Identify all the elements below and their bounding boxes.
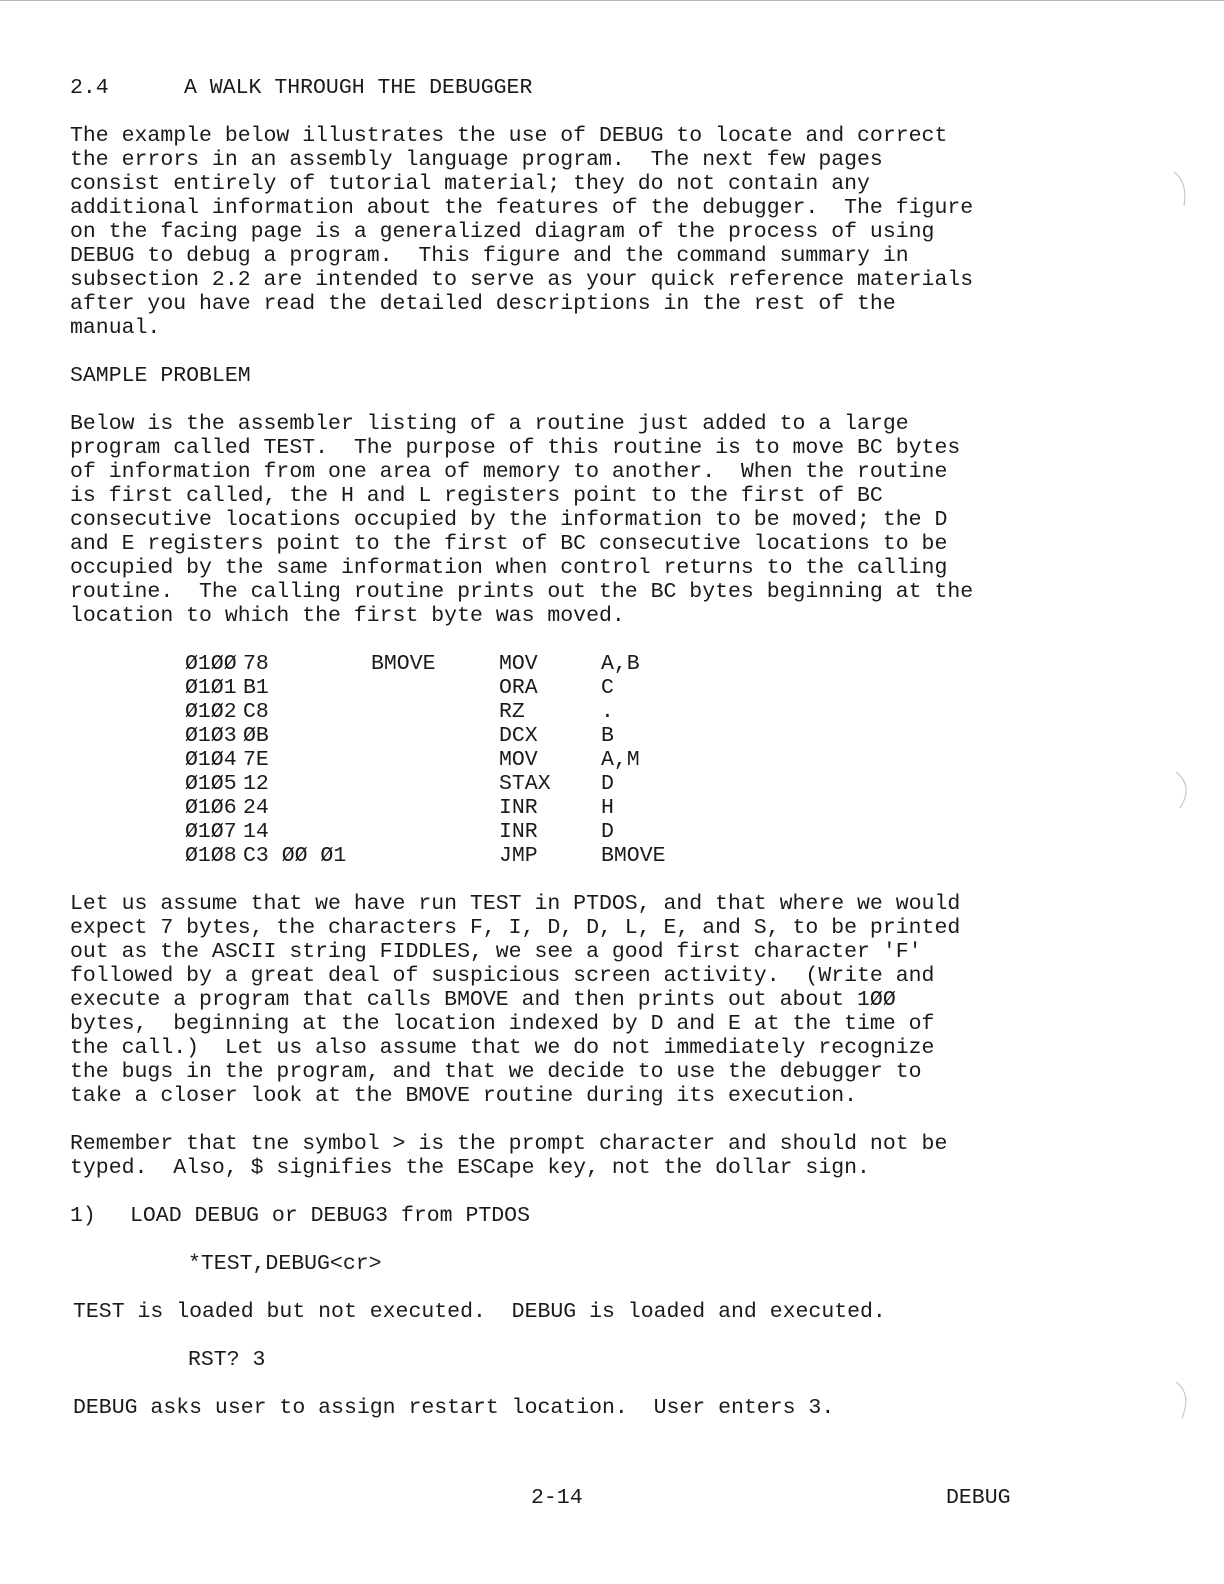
problem-line: program called TEST. The purpose of this routine is to move BC bytes — [70, 436, 961, 460]
step-text: LOAD DEBUG or DEBUG3 from PTDOS — [130, 1204, 530, 1228]
listing-opcode: ORA — [499, 676, 538, 700]
listing-code: 14 — [243, 820, 269, 844]
listing-opcode: INR — [499, 820, 538, 844]
listing-code: 24 — [243, 796, 269, 820]
scan-artifact-mark — [1170, 168, 1196, 212]
problem-line: consecutive locations occupied by the information to be moved; the D — [70, 508, 948, 532]
assume-line: bytes, beginning at the location indexed by D and E at the time of — [70, 1012, 935, 1036]
intro-line: after you have read the detailed descriptions in the rest of the — [70, 292, 896, 316]
listing-operand: C — [601, 676, 614, 700]
problem-line: of information from one area of memory to another. When the routine — [70, 460, 948, 484]
load-note: TEST is loaded but not executed. DEBUG is loaded and executed. — [73, 1300, 886, 1324]
problem-line: routine. The calling routine prints out the BC bytes beginning at the — [70, 580, 974, 604]
listing-label — [371, 820, 499, 844]
listing-row — [185, 820, 1090, 844]
intro-line: additional information about the features of the debugger. The figure — [70, 196, 974, 220]
listing-opcode: JMP — [499, 844, 538, 868]
listing-row — [185, 676, 1090, 700]
intro-line: manual. — [70, 316, 161, 340]
listing-code: ØB — [243, 724, 269, 748]
section-number: 2.4 — [70, 76, 109, 100]
scan-artifact-mark — [1172, 768, 1198, 812]
document-page — [70, 76, 1090, 1444]
listing-opcode: MOV — [499, 652, 538, 676]
problem-line: location to which the first byte was moved. — [70, 604, 625, 628]
listing-operand: BMOVE — [601, 844, 666, 868]
problem-line: occupied by the same information when control returns to the calling — [70, 556, 948, 580]
listing-code: 12 — [243, 772, 269, 796]
listing-code: 78 — [243, 652, 269, 676]
step-1 — [70, 1204, 1090, 1228]
remember-line: typed. Also, $ signifies the ESCape key, not the dollar sign. — [70, 1156, 870, 1180]
problem-paragraph — [70, 412, 1090, 628]
listing-address: Ø1Ø7 — [185, 820, 237, 844]
listing-operand: A,B — [601, 652, 640, 676]
listing-operand: D — [601, 772, 614, 796]
top-border — [0, 0, 1224, 1]
listing-code: B1 — [243, 676, 269, 700]
assembler-listing — [185, 652, 1090, 868]
listing-address: Ø1Ø2 — [185, 700, 237, 724]
sample-problem-heading: SAMPLE PROBLEM — [70, 364, 251, 388]
problem-line: Below is the assembler listing of a routine just added to a large — [70, 412, 909, 436]
step-index: 1) — [70, 1204, 96, 1228]
listing-address: Ø1Ø1 — [185, 676, 237, 700]
assume-line: the call.) Let us also assume that we do not immediately recognize — [70, 1036, 935, 1060]
assume-line: Let us assume that we have run TEST in PTDOS, and that where we would — [70, 892, 961, 916]
listing-operand: A,M — [601, 748, 640, 772]
listing-row — [185, 652, 1090, 676]
listing-opcode: RZ — [499, 700, 525, 724]
listing-opcode: STAX — [499, 772, 551, 796]
listing-row — [185, 796, 1090, 820]
section-heading — [70, 76, 1090, 100]
intro-line: The example below illustrates the use of DEBUG to locate and correct — [70, 124, 948, 148]
listing-address: Ø1Ø6 — [185, 796, 237, 820]
listing-label — [371, 724, 499, 748]
listing-label — [371, 700, 499, 724]
listing-opcode: DCX — [499, 724, 538, 748]
listing-address: Ø1Ø4 — [185, 748, 237, 772]
listing-address: Ø1Ø5 — [185, 772, 237, 796]
problem-line: and E registers point to the first of BC consecutive locations to be — [70, 532, 948, 556]
listing-row — [185, 772, 1090, 796]
listing-row — [185, 700, 1090, 724]
listing-operand: H — [601, 796, 614, 820]
listing-operand: B — [601, 724, 614, 748]
page-number: 2-14 — [531, 1486, 583, 1510]
listing-address: Ø1Ø3 — [185, 724, 237, 748]
remember-paragraph — [70, 1132, 1090, 1180]
listing-row — [185, 724, 1090, 748]
assume-line: followed by a great deal of suspicious screen activity. (Write and — [70, 964, 935, 988]
listing-label — [371, 796, 499, 820]
listing-code: C3 ØØ Ø1 — [243, 844, 347, 868]
restart-note: DEBUG asks user to assign restart location. User enters 3. — [73, 1396, 835, 1420]
listing-code: C8 — [243, 700, 269, 724]
intro-paragraph — [70, 124, 1090, 340]
remember-line: Remember that tne symbol > is the prompt character and should not be — [70, 1132, 948, 1156]
listing-label — [371, 676, 499, 700]
assume-line: take a closer look at the BMOVE routine during its execution. — [70, 1084, 858, 1108]
listing-address: Ø1ØØ — [185, 652, 237, 676]
intro-line: on the facing page is a generalized diagram of the process of using — [70, 220, 935, 244]
assume-line: out as the ASCII string FIDDLES, we see a good first character 'F' — [70, 940, 922, 964]
listing-operand: . — [601, 700, 614, 724]
listing-row — [185, 844, 1090, 868]
assume-line: the bugs in the program, and that we decide to use the debugger to — [70, 1060, 922, 1084]
footer-manual-title: DEBUG — [946, 1486, 1011, 1510]
intro-line: the errors in an assembly language program. The next few pages — [70, 148, 883, 172]
command-load: *TEST,DEBUG<cr> — [188, 1252, 382, 1276]
listing-opcode: INR — [499, 796, 538, 820]
intro-line: subsection 2.2 are intended to serve as your quick reference materials — [70, 268, 974, 292]
listing-label — [371, 748, 499, 772]
intro-line: DEBUG to debug a program. This figure and the command summary in — [70, 244, 909, 268]
assume-line: expect 7 bytes, the characters F, I, D, D, L, E, and S, to be printed — [70, 916, 961, 940]
listing-opcode: MOV — [499, 748, 538, 772]
intro-line: consist entirely of tutorial material; they do not contain any — [70, 172, 870, 196]
section-title: A WALK THROUGH THE DEBUGGER — [184, 76, 533, 100]
listing-label: BMOVE — [371, 652, 436, 676]
listing-row — [185, 748, 1090, 772]
listing-label — [371, 772, 499, 796]
scan-artifact-mark — [1172, 1378, 1198, 1422]
command-restart: RST? 3 — [188, 1348, 266, 1372]
problem-line: is first called, the H and L registers point to the first of BC — [70, 484, 883, 508]
listing-address: Ø1Ø8 — [185, 844, 237, 868]
listing-code: 7E — [243, 748, 269, 772]
listing-label — [371, 844, 499, 868]
assume-paragraph — [70, 892, 1090, 1108]
assume-line: execute a program that calls BMOVE and then prints out about 1ØØ — [70, 988, 896, 1012]
listing-operand: D — [601, 820, 614, 844]
